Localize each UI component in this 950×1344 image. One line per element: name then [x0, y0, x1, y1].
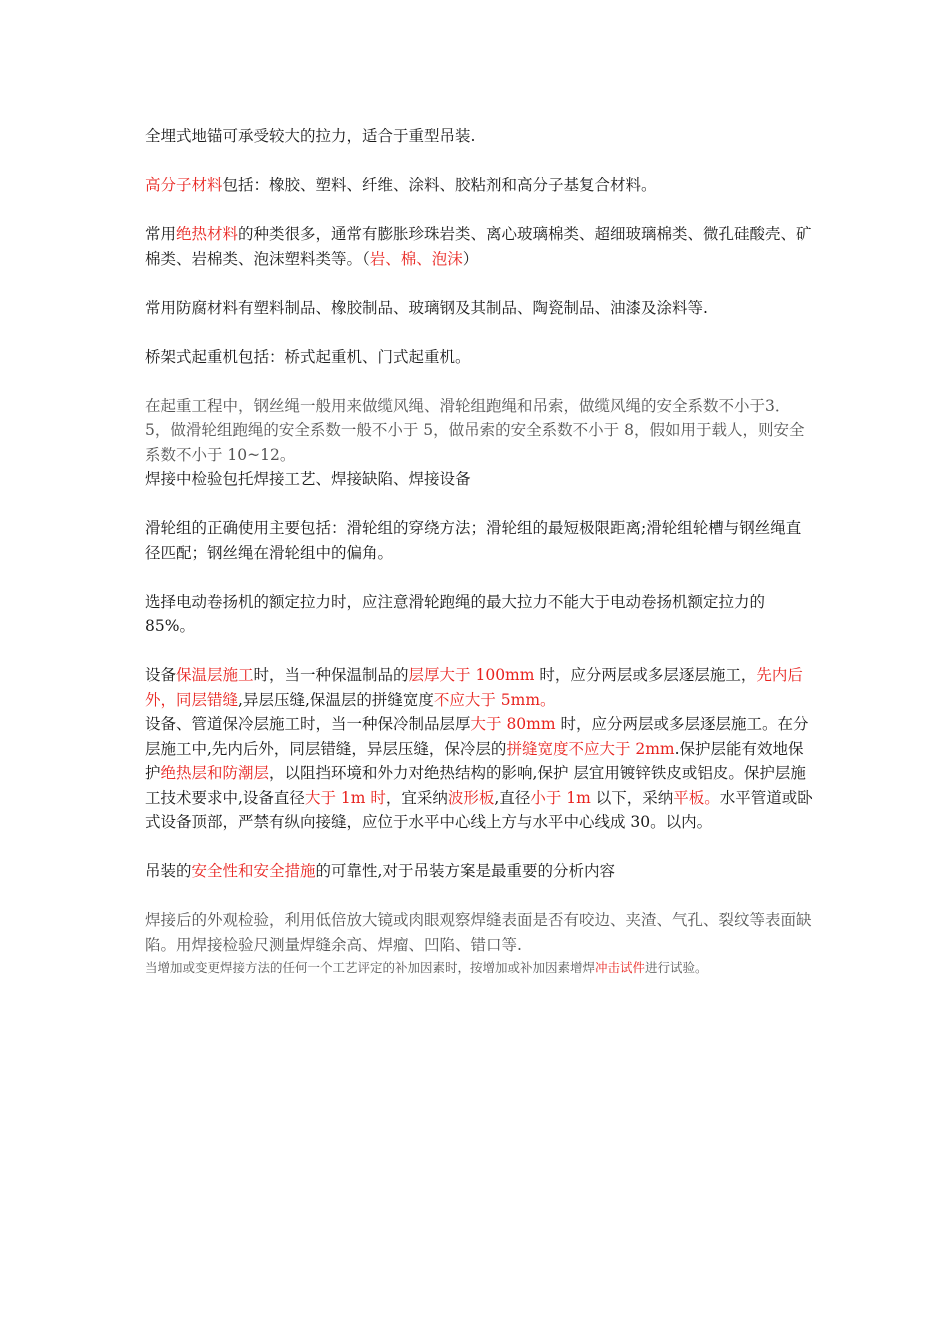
- paragraph-2: [145, 173, 815, 198]
- paragraph-12: [145, 859, 815, 884]
- text-run: ,直径: [494, 788, 531, 807]
- highlighted-text: 先内后外，同层错缝: [145, 666, 803, 709]
- highlighted-text: 大于 1m 时: [304, 788, 386, 807]
- text-run: 全埋式地锚可承受较大的拉力，适合于重型吊装.: [145, 127, 476, 145]
- highlighted-text: 高分子材料: [145, 176, 223, 194]
- paragraph-11: [145, 712, 815, 835]
- text-run: 的种类很多，通常有膨胀珍珠岩类、离心玻璃棉类、超细玻璃棉类、微孔硅酸壳、矿棉类、岩棉类、泡沫塑料类等。（: [145, 225, 812, 268]
- highlighted-text: 冲击试件: [595, 960, 646, 975]
- text-run: ，以阻挡环境和外力对绝热结构的影响,保护 层宜用镀锌铁皮或铝皮。保护层施工技术要求中,设备直径: [145, 764, 806, 807]
- paragraph-3: [145, 222, 815, 271]
- highlighted-text: 不应大于 5mm。: [433, 690, 556, 709]
- highlighted-text: 层厚大于 100mm: [408, 666, 535, 684]
- text-run: 当增加或变更焊接方法的任何一个工艺评定的补加因素时，按增加或补加因素增焊: [145, 960, 596, 975]
- text-run: 桥架式起重机包括：桥式起重机、门式起重机。: [145, 347, 471, 366]
- text-run: 滑轮组的正确使用主要包括：滑轮组的穿绕方法；滑轮组的最短极限距离;滑轮组轮槽与钢丝绳直径匹配；钢丝绳在滑轮组中的偏角。: [145, 519, 802, 562]
- paragraph-1: [145, 124, 815, 149]
- text-run: 设备、管道保冷层施工时，当一种保冷制品层厚: [145, 715, 471, 733]
- text-run: 以下，采纳: [590, 788, 674, 807]
- highlighted-text: 平板。: [673, 788, 720, 807]
- text-run: 在起重工程中，钢丝绳一般用来做缆风绳、滑轮组跑绳和吊索，做缆风绳的安全系数不小于3．5，做滑轮组跑绳的安全系数一般不小于 5，做吊索的安全系数不小于 8，假如用于载人，则安全系数不小于 10~12。: [145, 396, 805, 464]
- highlighted-text: 岩、棉、泡沫: [369, 249, 463, 268]
- highlighted-text: 绝热材料: [176, 225, 239, 243]
- text-run: 选择电动卷扬机的额定拉力时，应注意滑轮跑绳的最大拉力不能大于电动卷扬机额定拉力的 85%。: [145, 592, 766, 635]
- text-run: 时，当一种保温制品的: [253, 666, 409, 684]
- paragraph-4: [145, 296, 815, 321]
- text-run: ,异层压缝,保温层的拼缝宽度: [238, 690, 434, 709]
- paragraph-6: [145, 394, 815, 468]
- text-run: 常用: [145, 225, 177, 243]
- highlighted-text: 波形板: [447, 788, 495, 807]
- text-run: 吊装的: [145, 862, 192, 880]
- highlighted-text: 小于 1m: [530, 788, 591, 807]
- text-run: ）: [462, 249, 479, 268]
- paragraph-9: [145, 590, 815, 639]
- paragraph-7: [145, 467, 815, 492]
- text-run: 设备: [145, 666, 177, 684]
- text-run: 的可靠性,对于吊装方案是最重要的分析内容: [315, 862, 615, 880]
- text-run: 焊接中检验包托焊接工艺、焊接缺陷、焊接设备: [145, 470, 471, 488]
- paragraph-13: [145, 908, 815, 957]
- highlighted-text: 安全性和安全措施: [191, 862, 316, 880]
- text-run: 水平管道或卧式设备顶部，严禁有纵向接缝，应位于水平中心线上方与水平中心线成 30。以内。: [145, 788, 813, 831]
- highlighted-text: 大于 80mm: [470, 715, 556, 733]
- document-body: [145, 124, 815, 979]
- paragraph-5: [145, 345, 815, 370]
- highlighted-text: 拼缝宽度不应大于 2mm: [506, 739, 675, 758]
- text-run: ，宜采纳: [385, 788, 448, 807]
- text-run: 常用防腐材料有塑料制品、橡胶制品、玻璃钢及其制品、陶瓷制品、油漆及涂料等.: [145, 298, 708, 317]
- text-run: 进行试验。: [645, 960, 708, 975]
- highlighted-text: 绝热层和防潮层: [160, 764, 270, 782]
- paragraph-8: [145, 516, 815, 565]
- text-run: .保护层能有效地保护: [145, 739, 804, 782]
- text-run: 包括：橡胶、塑料、纤维、涂料、胶粘剂和高分子基复合材料。: [222, 176, 657, 194]
- highlighted-text: 保温层施工: [176, 666, 254, 684]
- paragraph-10: [145, 663, 815, 712]
- paragraph-14: [145, 957, 815, 979]
- text-run: 时，应分两层或多层逐层施工。在分层施工中,先内后外，同层错缝，异层压缝，保冷层的: [145, 715, 809, 758]
- text-run: 时，应分两层或多层逐层施工，: [534, 666, 757, 684]
- text-run: 焊接后的外观检验，利用低倍放大镜或肉眼观察焊缝表面是否有咬边、夹渣、气孔、裂纹等表面缺陷。用焊接检验尺测量焊缝余高、焊瘤、凹陷、错口等.: [145, 911, 812, 954]
